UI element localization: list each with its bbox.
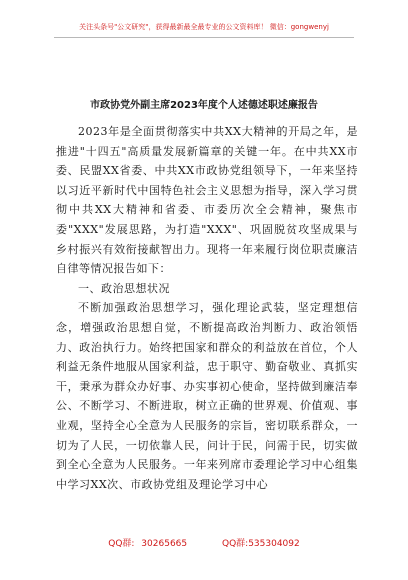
footer-qq-group-2: QQ群:535304092 <box>222 539 300 549</box>
footer-qq-groups <box>0 536 408 549</box>
header-divider <box>54 37 354 38</box>
document-body <box>56 122 358 494</box>
intro-paragraph: 2023年是全面贯彻落实中共XX大精神的开局之年，是推进"十四五"高质量发展新篇章的关键一年。在中共XX市委、民盟XX省委、中共XX市政协党组领导下，一年来坚持以习近平新时代中国特色社会主义思想为指导，深入学习贯彻中共XX大精神和省委、市委历次全会精神，聚焦市委"XXX"发展思路，为打造"XXX"、巩固脱贫攻坚成果与乡村振兴有效衔接献智出力。现将一年来履行岗位职责廉洁自律等情况报告如下： <box>56 125 358 276</box>
section-heading: 一、政治思想状况 <box>78 281 170 295</box>
document-title: 市政协党外副主席2023年度个人述德述职述廉报告 <box>90 100 318 111</box>
body-paragraph: 不断加强政治思想学习，强化理论武装，坚定理想信念，增强政治思想自觉，不断提高政治判断力、政治领悟力、政治执行力。始终把国家和群众的利益放在首位，个人利益无条件地服从国家利益，忠于职守、勤奋敬业、真抓实干，秉承为群众办好事、办实事初心使命，坚持做到廉洁奉公、不断学习、不断进取，树立正确的世界观、价值观、事业观，坚持全心全意为人民服务的宗旨，密切联系群众，一切为了人民，一切依靠人民，问计于民，问需于民，切实做到全心全意为人民服务。一年来列席市委理论学习中心组集中学习XX次、市政协党组及理论学习中心 <box>56 301 358 491</box>
top-banner: 关注头条号"公文研究"，获得最新最全最专业的公文资料库！ 微信：gongwenyj <box>79 23 329 31</box>
footer-qq-group-1: QQ群: 30265665 <box>108 539 188 549</box>
